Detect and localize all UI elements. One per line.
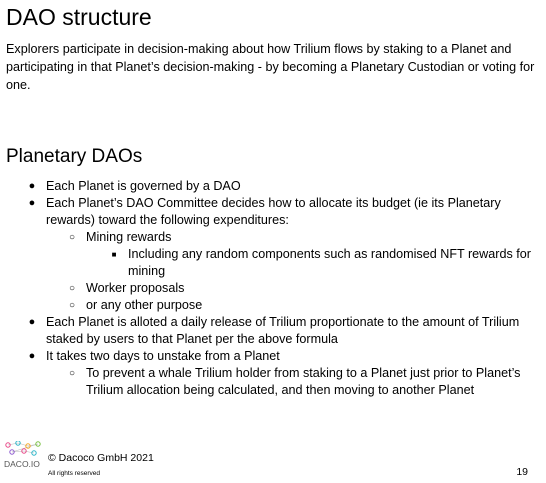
slide-title: DAO structure (6, 4, 152, 30)
bullet-item-level-2 (26, 365, 536, 399)
intro-paragraph: Explorers participate in decision-making about how Trilium flows by staking to a Planet and participating in that Planet’s decision-making - by becoming a Planetary Custodian or voting for one. (6, 42, 535, 92)
bullet-list (26, 178, 536, 399)
bullet-item-level-1 (26, 195, 536, 229)
bullet-item-level-3 (26, 246, 536, 280)
rights-text: All rights reserved (48, 470, 101, 477)
bullet-item-level-1 (26, 348, 536, 365)
bullet-text: Including any random components such as randomised NFT rewards for mining (128, 247, 531, 278)
section-subtitle: Planetary DAOs (6, 146, 143, 167)
page-number: 19 (516, 466, 528, 478)
daco-logo-icon (2, 441, 44, 473)
bullet-item-level-1 (26, 314, 536, 348)
logo-text: DACO.IO (4, 459, 40, 469)
bullet-text: Each Planet is governed by a DAO (46, 179, 241, 193)
bullet-item-level-2 (26, 280, 536, 297)
bullet-text: Each Planet is alloted a daily release of Trilium proportionate to the amount of Trilium staked by users to that Planet per the above formula (46, 315, 520, 346)
bullet-marker: ○ (68, 300, 76, 311)
bullet-item-level-1 (26, 178, 536, 195)
bullet-text: Each Planet’s DAO Committee decides how to allocate its budget (ie its Planetary rewards) toward the following expenditures: (46, 196, 501, 227)
bullet-text: Worker proposals (86, 281, 185, 295)
bullet-text: Mining rewards (86, 230, 172, 244)
bullet-text: or any other purpose (86, 298, 203, 312)
bullet-item-level-2 (26, 297, 536, 314)
bullet-marker: ● (28, 350, 36, 362)
bullet-text: It takes two days to unstake from a Planet (46, 349, 280, 363)
bullet-marker: ○ (68, 283, 76, 294)
bullet-marker: ● (28, 180, 36, 192)
bullet-item-level-2 (26, 229, 536, 246)
bullet-marker: ○ (68, 232, 76, 243)
bullet-marker: ● (28, 316, 36, 328)
copyright-text: © Dacoco GmbH 2021 (48, 452, 154, 464)
bullet-marker: ○ (68, 368, 76, 379)
bullet-text: To prevent a whale Trilium holder from staking to a Planet just prior to Planet’s Trilium allocation being calculated, and then moving to another Planet (86, 366, 521, 397)
bullet-marker: ● (28, 197, 36, 209)
bullet-marker: ■ (111, 250, 117, 259)
